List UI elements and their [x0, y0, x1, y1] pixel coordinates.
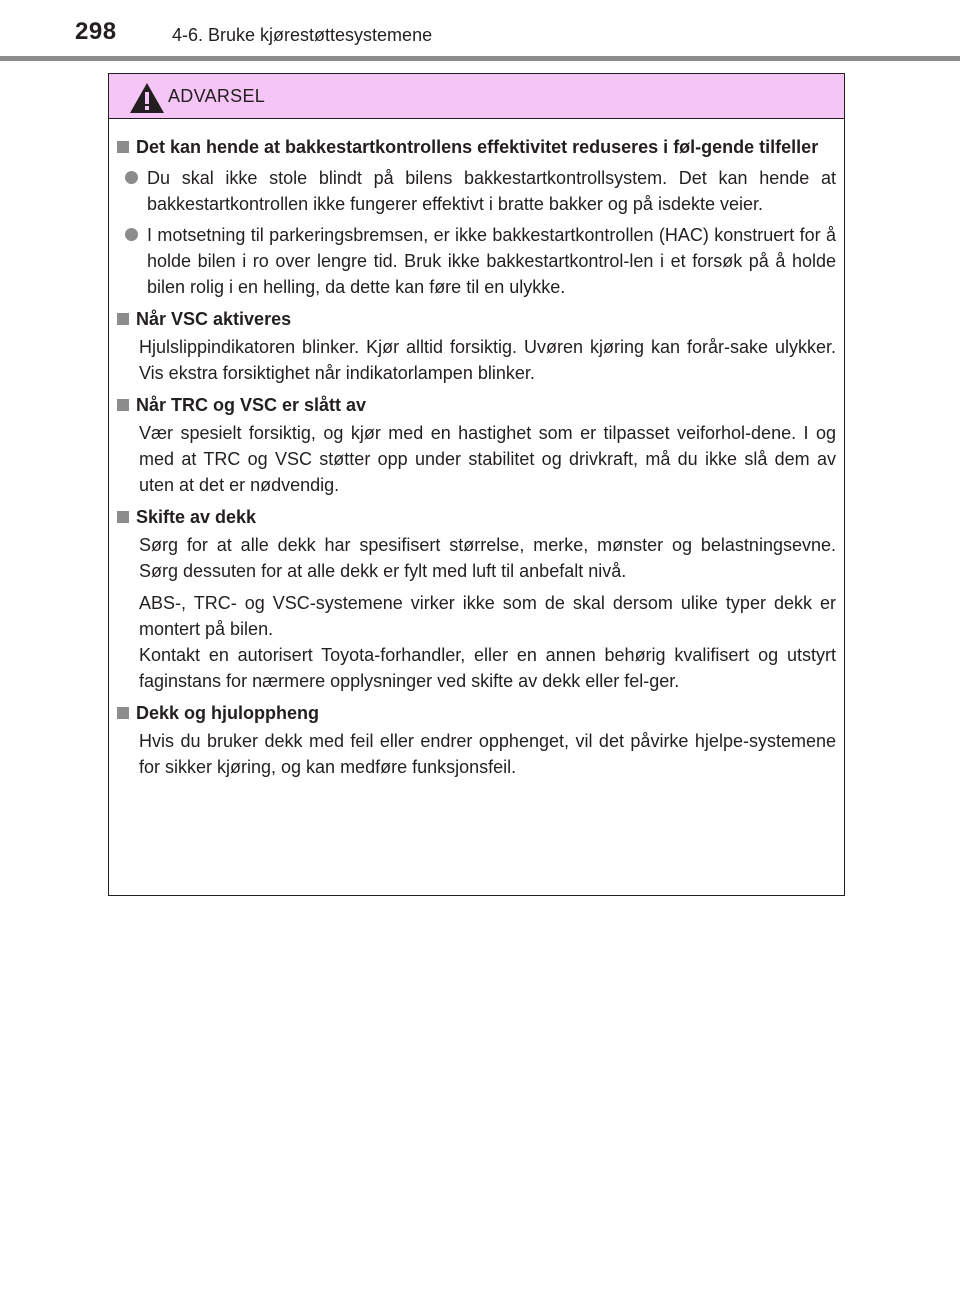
warning-header — [109, 74, 844, 119]
paragraph-line: ABS-, TRC- og VSC-systemene virker ikke som de skal dersom ulike typer dekk er montert på bilen. — [139, 593, 836, 639]
section-title: 4-6. Bruke kjørestøttesystemene — [172, 25, 433, 45]
topic-trc-vsc-off — [117, 392, 836, 498]
round-bullet-icon — [125, 228, 138, 241]
page-header — [0, 0, 960, 60]
warning-body — [109, 119, 844, 780]
topic-heading-tires — [117, 504, 836, 530]
paragraph — [139, 590, 836, 694]
paragraph: Hvis du bruker dekk med feil eller endrer opphenget, vil det påvirke hjelpe-systemene for sikker kjøring, og kan medføre funksjonsfeil. — [139, 731, 836, 777]
topic-heading-text: Det kan hende at bakkestartkontrollens effektivitet reduseres i føl-gende tilfeller — [136, 137, 819, 157]
topic-hac-effectiveness — [117, 134, 836, 300]
topic-heading-hac — [117, 134, 836, 160]
header-rule — [0, 56, 960, 61]
paragraph: Sørg for at alle dekk har spesifisert størrelse, merke, mønster og belastningsevne. Sørg dessuten for at alle dekk er fylt med luft til anbefalt nivå. — [139, 535, 836, 581]
topic-tire-change — [117, 504, 836, 694]
round-bullet-icon — [125, 171, 138, 184]
square-bullet-icon — [117, 511, 129, 523]
paragraph: Vær spesielt forsiktig, og kjør med en hastighet som er tilpasset veiforhol-dene. I og med at TRC og VSC støtter opp under stabilitet og drivkraft, må du ikke slå dem av uten at det er nødvendig. — [139, 423, 836, 495]
topic-heading-text: Skifte av dekk — [136, 507, 257, 527]
topic-heading-vsc — [117, 306, 836, 332]
square-bullet-icon — [117, 313, 129, 325]
topic-heading-suspension — [117, 700, 836, 726]
topic-heading-text: Når TRC og VSC er slått av — [136, 395, 367, 415]
topic-vsc-activated — [117, 306, 836, 386]
topic-tires-suspension — [117, 700, 836, 780]
square-bullet-icon — [117, 707, 129, 719]
square-bullet-icon — [117, 141, 129, 153]
warning-triangle-icon — [128, 81, 166, 115]
topic-heading-text: Dekk og hjuloppheng — [136, 703, 319, 723]
square-bullet-icon — [117, 399, 129, 411]
list-item — [125, 165, 836, 217]
warning-box — [108, 73, 845, 896]
topic-heading-trc-vsc — [117, 392, 836, 418]
paragraph-line: Kontakt en autorisert Toyota-forhandler, eller en annen behørig kvalifisert og utstyrt faginstans for nærmere opplysninger ved skifte av dekk eller fel-ger. — [139, 645, 836, 691]
warning-title: ADVARSEL — [168, 86, 266, 106]
page-number: 298 — [75, 18, 117, 45]
paragraph: Hjulslippindikatoren blinker. Kjør alltid forsiktig. Uvøren kjøring kan forår-sake ulykker. Vis ekstra forsiktighet når indikatorlampen blinker. — [139, 337, 836, 383]
list-item-text: I motsetning til parkeringsbremsen, er ikke bakkestartkontrollen (HAC) konstruert for å holde bilen i ro over lengre tid. Bruk ikke bakkestartkontrol-len i et forsøk på å holde bilen rolig i en helling, da dette kan føre til en ulykke. — [147, 225, 836, 297]
topic-heading-text: Når VSC aktiveres — [136, 309, 292, 329]
list-item — [125, 222, 836, 300]
list-item-text: Du skal ikke stole blindt på bilens bakkestartkontrollsystem. Det kan hende at bakkestartkontrollen ikke fungerer effektivt i bratte bakker og på isdekte veier. — [147, 168, 836, 214]
